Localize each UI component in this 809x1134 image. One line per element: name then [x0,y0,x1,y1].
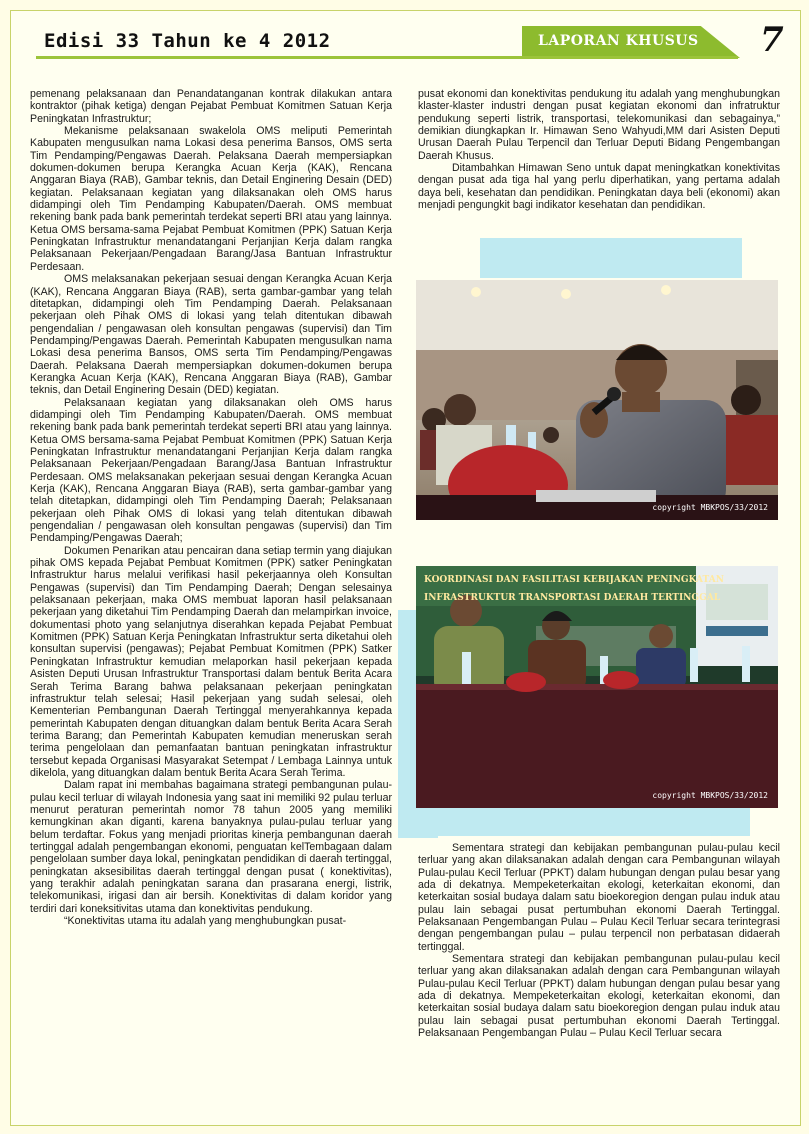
paragraph: “Konektivitas utama itu adalah yang menghubungkan pusat- [64,915,347,928]
right-column-bottom [418,842,780,1040]
paragraph: Dalam rapat ini membahas bagaimana strategi pembangunan pulau-pulau kecil terluar di wilayah Indonesia yang saat ini memiliki 92 pulau terluar menurut peraturan pemerintah nomor 78 tahun 2005 yang memiliki kemungkinan akan diganti, karena banyaknya pulau-pulau terluar yang belum terdaftar. Fokus yang menjadi prioritas kinerja pembangunan daerah tertinggal adalah pengembangan ekonomi, penguatan kelTembagaan dalam pengelolaan sumber daya lokal, peningkatan pendidikan di daerah tertinggal, peningkatan aksesibilitas daerah tertinggal dengan pusat ( konektivitas), yang terakhir adalah peningkatan sarana dan prasarana energi, listrik, telekomunikasi, irigasi dan air bersih. Konektivitas di dalam koridor yang terdiri dari koneksitivitas utama dan konektivitas pendukung. [30,779,392,915]
left-column [30,88,392,927]
paragraph: OMS melaksanakan pekerjaan sesuai dengan Kerangka Acuan Kerja (KAK), Rencana Anggaran Biaya (RAB), serta gambar-gambar yang telah ditetapkan, didampingi oleh Tim Pendamping Daerah. Pelaksanaan pekerjaan oleh Pihak OMS di lokasi yang telah ditentukan dibawah pengendalian / pengawasan oleh konsultan pengawas (supervisi) dan Tim Pendamping/Pengawas Daerah. Pemerintah Kabupaten mengusulkan nama Lokasi desa penerima Bansos, OMS serta Tim Pendamping/Pengawas Daerah. Pelaksana Daerah mempersiapkan dokumen-dokumen berupa Kerangka Acuan Kerja (KAK), Rencana Anggaran Biaya (RAB), Gambar teknis, dan Detail Enginering Desain (DED) kegiatan. [30,273,392,397]
banner-text-2: INFRASTRUKTUR TRANSPORTASI DAERAH TERTINGGAL [424,593,721,603]
paragraph: Dokumen Penarikan atau pencairan dana setiap termin yang diajukan pihak OMS kepada Pejabat Pembuat Komitmen (PPK) satker Peningkatan Infrastruktur harus melalui verifikasi hasil pekerjaannya oleh Konsultan Pengawas (supervisi) dan Tim Pendamping Daerah; Dengan selesainya pelaksanaan pekerjaan, maka OMS membuat laporan hasil pelaksanaan pekerjaan yang diketahui Tim Pendamping Daerah dan melampirkan invoice, dokumentasi photo yang selanjutnya diserahkan kepada Pejabat Pembuat Komitmen (PPK) Satuan Kerja Peningkatan Infrastruktur serta diketahui oleh konsultan supervisi (pengawas); Pejabat Pembuat Komitmen (PPK) Satker Peningkatan Infrastruktur kemudian melaporkan hasil pekerjaan kepada Asisten Deputi Urusan Infrastruktur Transportasi dalam bentuk Berita Acara Serah Terima Barang bahwa pelaksanaan pekerjaan peningkatan infrastruktur telah selesai; Hasil pekerjaan yang sudah selesai, oleh Kementerian Pembangunan Daerah Tertinggal menyerahkannya kepada pemerintah Kabupaten dengan dituangkan dalam bentuk Berita Acara Serah terima Barang; dan Pemerintah Kabupaten kemudian meneruskan serah terima pengelolaan dan pemanfaatan bantuan peningkatan infrastruktur tersebut kepada Organisasi Masyarakat Setempat / Lembaga Lainnya untuk dikelola, yang dituangkan dalam bentuk Berita Acara Serah Terima. [30,544,392,779]
photo-meeting-panel [416,566,778,808]
paragraph: Pelaksanaan kegiatan yang dilaksanakan oleh OMS harus didampingi oleh Tim Pendamping Kabupaten/Daerah. OMS membuat rekening bank pada bank pemerintah terdekat seperti BRI atau yang lainnya. Ketua OMS bersama-sama Pejabat Pembuat Komitmen (PPK) Satuan Kerja Peningkatan Infrastruktur menandatangani Perjanjian Kerja dalam rangka Pelaksanaan Pekerjaan/Pengadaan Barang/Jasa Bantuan Infrastruktur Perdesaan. OMS melaksanakan pekerjaan sesuai dengan Kerangka Acuan Kerja (KAK), Rencana Anggaran Biaya (RAB), serta gambar-gambar yang telah ditetapkan, didampingi oleh Tim Pendamping Daerah; Pelaksanaan pekerjaan oleh Pihak OMS di lokasi yang telah ditentukan dibawah pengendalian / pengawasan oleh konsultan pengawas (supervisi) dan Tim Pendamping/Pengawas Daerah; [30,396,392,545]
photo-copyright: copyright MBKPOS/33/2012 [652,791,768,800]
header-rule [36,56,738,59]
paragraph: Mekanisme pelaksanaan swakelola OMS meliputi Pemerintah Kabupaten mengusulkan nama Lokasi desa penerima Bansos, OMS serta Tim Pendamping/Pengawas Daerah. Pelaksana Daerah mempersiapkan dokumen-dokumen berupa Kerangka Acuan Kerja (KAK), Rencana Anggaran Biaya (RAB), Gambar teknis, dan Detail Enginering Desain (DED) kegiatan. Pelaksanaan kegiatan yang dilaksanakan oleh OMS harus didampingi oleh Tim Pendamping Kabupaten/Daerah. OMS membuat rekening bank pada bank pemerintah terdekat seperti BRI atau yang lainnya. Ketua OMS bersama-sama Pejabat Pembuat Komitmen (PPK) Satuan Kerja Peningkatan Infrastruktur menandatangani Perjanjian Kerja dalam rangka Pelaksanaan Pekerjaan/Pengadaan Barang/Jasa Bantuan Infrastruktur Perdesaan. [30,125,392,273]
photo-copyright: copyright MBKPOS/33/2012 [652,503,768,512]
photo-speaker-microphone [416,280,778,520]
paragraph: Sementara strategi dan kebijakan pembangunan pulau-pulau kecil terluar yang akan dilaksanakan adalah dengan cara Pembangunan wilayah Pulau-pulau Kecil Terluar (PPKT) dalam hubungan dengan pulau besar yang ada di dekatnya. Mempeketerkaitan ekologi, keterkaitan ekonomi, dan keterkaitan sosial budaya dalam satu bioekoregion dengan pulau induk atau pulau lain sebagai pusat pertumbuhan ekonomi Daerah Tertinggal. Pelaksanaan Pengembangan Pulau – Pulau Kecil Terluar secara terintegrasi dengan pengembangan pulau – pulau terpencil non perbatasan didaerah tertinggal. [418,842,780,953]
section-label: LAPORAN KHUSUS [538,33,699,49]
paragraph: pemenang pelaksanaan dan Penandatanganan kontrak dilakukan antara kontraktor (pihak ketiga) dengan Pejabat Pembuat Komitmen Satuan Kerja Peningkatan Infrastruktur; [30,88,392,125]
accent-box-bottom [410,806,750,836]
paragraph: Ditambahkan Himawan Seno untuk dapat meningkatkan konektivitas dengan pusat ada tiga hal yang perlu diperhatikan, yang pertama adalah daya beli, kesehatan dan pendidikan. Peningkatan daya beli (ekonomi) akan menjadi pengungkit bagi indikator kesehatan dan pendidikan. [418,162,780,212]
edition-label: Edisi 33 Tahun ke 4 2012 [44,30,331,52]
banner-text-1: KOORDINASI DAN FASILITASI KEBIJAKAN PENINGKATAN [424,575,724,585]
right-column-top [418,88,780,211]
paragraph: Sementara strategi dan kebijakan pembangunan pulau-pulau kecil terluar yang akan dilaksanakan adalah dengan cara Pembangunan wilayah Pulau-pulau Kecil Terluar (PPKT) dalam hubungan dengan pulau besar yang ada di dekatnya. Mempeketerkaitan ekologi, keterkaitan ekonomi, dan keterkaitan sosial budaya dalam satu bioekoregion dengan pulau induk atau pulau lain sebagai pusat pertumbuhan ekonomi Daerah Tertinggal. Pelaksanaan Pengembangan Pulau – Pulau Kecil Terluar secara [418,953,780,1040]
paragraph: pusat ekonomi dan konektivitas pendukung itu adalah yang menghubungkan klaster-klaster industri dengan pusat kegiatan ekonomi dan infratruktur pendukung seperti listrik, transportasi, telekomunikasi dan sebagainya,” demikian diungkapkan Ir. Himawan Seno Wahyudi,MM dari Asisten Deputi Urusan Daerah Pulau Terpencil dan Terluar Deputi Bidang Pengembangan Daerah Khusus. [418,88,780,162]
accent-box-top [480,238,742,278]
page-number: 7 [760,20,784,60]
